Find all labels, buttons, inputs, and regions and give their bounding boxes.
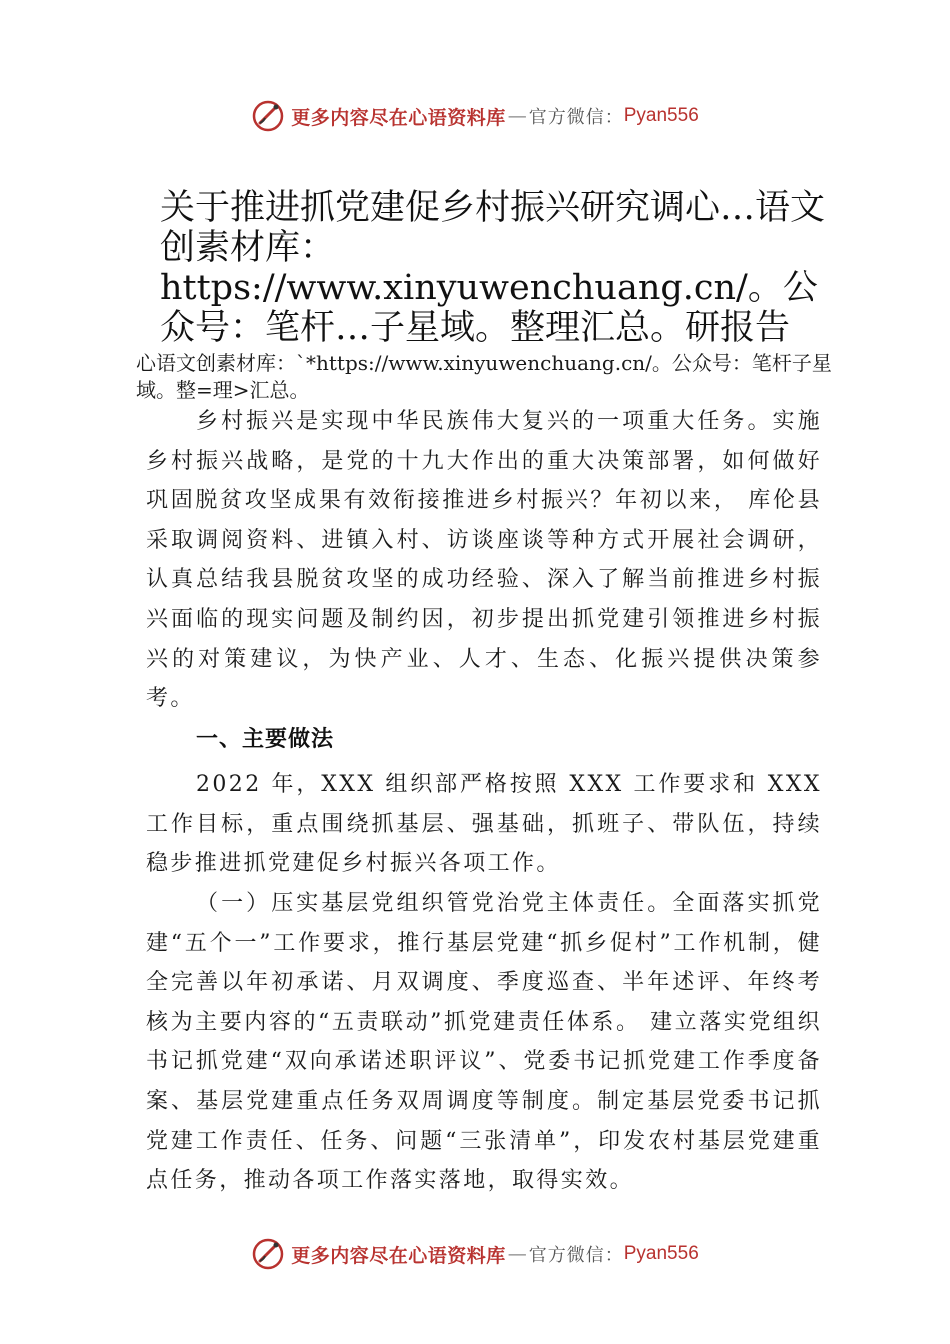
footer-banner <box>0 1234 950 1274</box>
banner-main-text: 更多内容尽在心语资料库 <box>291 106 506 129</box>
banner-dash: — <box>507 1243 527 1265</box>
document-title: 关于推进抓党建促乡村振兴研究调心…语文创素材库：https://www.xinyuwenchuang.cn/。公众号：笔杆…子星域。整理汇总。研报告 <box>160 188 826 348</box>
brush-logo-icon <box>251 99 285 133</box>
banner-main-text: 更多内容尽在心语资料库 <box>291 1244 506 1267</box>
intro-paragraph: 乡村振兴是实现中华民族伟大复兴的一项重大任务。实施乡村振兴战略，是党的十九大作出的重大决策部署，如何做好巩固脱贫攻坚成果有效衔接推进乡村振兴？年初以来， 库伦县采取调阅资料、进镇入村、访谈座谈等种方式开展社会调研，认真总结我县脱贫攻坚的成功经验、深入了解当前推进乡村振兴面临的现实问题及制约因，初步提出抓党建引领推进乡村振兴的对策建议，为快产业、人才、生态、化振兴提供决策参考。 <box>146 409 822 712</box>
banner-wechat-id: Pyan556 <box>623 105 699 126</box>
brush-logo-icon <box>251 1237 285 1271</box>
banner-wechat-id: Pyan556 <box>623 1243 699 1264</box>
banner-sub-text: 官方微信： <box>528 107 624 128</box>
banner-dash: — <box>507 105 527 127</box>
section-heading: 一、主要做法 <box>196 727 335 752</box>
body-paragraph-3: （一）压实基层党组织管党治党主体责任。全面落实抓党建“五个一”工作要求，推行基层党建“抓乡促村”工作机制，健全完善以年初承诺、月双调度、季度巡查、半年述评、年终考核为主要内容的“五责联动”抓党建责任体系。 建立落实党组织书记抓党建“双向承诺述职评议”、党委书记抓党建工作季度备案、基层党建重点任务双周调度等制度。制定基层党委书记抓党建工作责任、任务、问题“三张清单”，印发农村基层党建重点任务，推动各项工作落实落地，取得实效。 <box>146 891 822 1194</box>
source-note: 心语文创素材库：`*https://www.xinyuwenchuang.cn/。公众号：笔杆子星域。整=理>汇总。 <box>136 351 832 402</box>
banner-sub-text: 官方微信： <box>528 1245 624 1266</box>
body-paragraph-2: 2022 年，XXX 组织部严格按照 XXX 工作要求和 XXX 工作目标，重点围绕抓基层、强基础，抓班子、带队伍，持续稳步推进抓党建促乡村振兴各项工作。 <box>146 772 822 877</box>
header-banner <box>0 96 950 136</box>
